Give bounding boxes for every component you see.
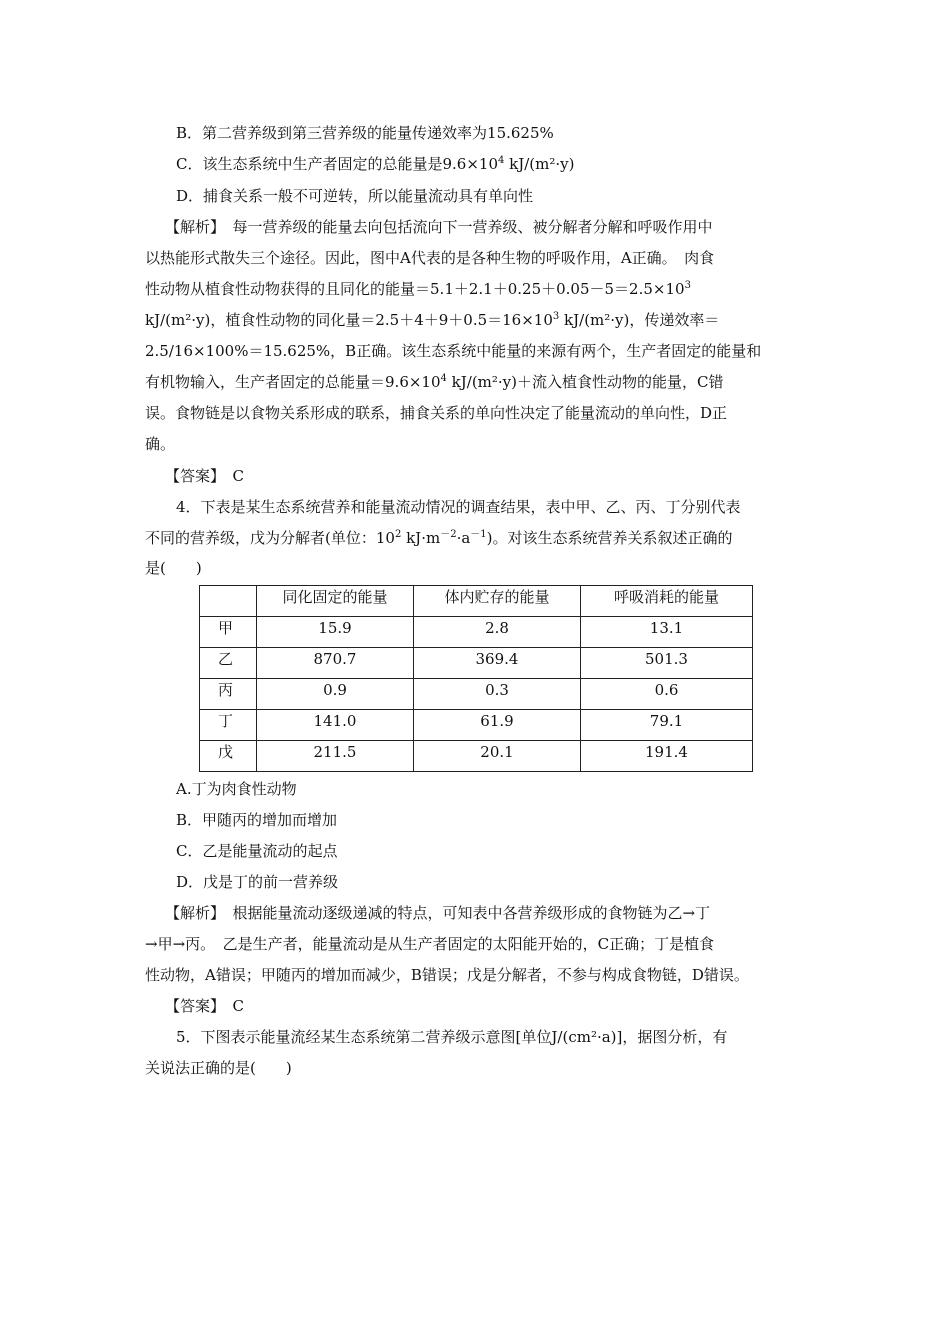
table-cell: 0.3 xyxy=(414,679,581,710)
q4-option-a: A.丁为肉食性动物 xyxy=(176,780,297,798)
table-cell: 191.4 xyxy=(581,741,753,772)
q3-option-b: B．第二营养级到第三营养级的能量传递效率为15.625% xyxy=(176,124,554,142)
table-cell: 20.1 xyxy=(414,741,581,772)
table-row-label: 丁 xyxy=(200,710,257,741)
table-cell: 0.9 xyxy=(257,679,414,710)
table-cell: 2.8 xyxy=(414,617,581,648)
table-cell: 13.1 xyxy=(581,617,753,648)
q3-answer: 【答案】 C xyxy=(165,467,244,485)
table-cell: 141.0 xyxy=(257,710,414,741)
q4-stem-line: 不同的营养级，戊为分解者(单位：$10^2$ $kJ\cdot m^{-2}\cdot a^{-1}$)。对该生态系统营养关系叙述正确的 xyxy=(145,529,733,547)
q3-analysis-line: 确。 xyxy=(145,435,176,453)
table-row-label: 乙 xyxy=(200,648,257,679)
q4-option-d: D．戊是丁的前一营养级 xyxy=(176,873,339,891)
q4-option-c: C．乙是能量流动的起点 xyxy=(176,842,338,860)
table-header-cell: 体内贮存的能量 xyxy=(414,586,581,617)
table-header-cell: 呼吸消耗的能量 xyxy=(581,586,753,617)
table-header-cell: 同化固定的能量 xyxy=(257,586,414,617)
table-cell: 501.3 xyxy=(581,648,753,679)
q3-option-d: D．捕食关系一般不可逆转，所以能量流动具有单向性 xyxy=(176,187,534,205)
q3-analysis-line: 2.5/16×100%＝15.625%，B正确。该生态系统中能量的来源有两个，生产者固定的能量和 xyxy=(145,342,762,360)
q3-option-c: C．该生态系统中生产者固定的总能量是$9.6\times 10^4$ kJ/(m²·y) xyxy=(176,155,575,173)
q3-analysis-line: 【解析】 每一营养级的能量去向包括流向下一营养级、被分解者分解和呼吸作用中 xyxy=(165,218,713,236)
table-row-label: 丙 xyxy=(200,679,257,710)
table-header-row xyxy=(200,586,753,617)
q4-option-b: B．甲随丙的增加而增加 xyxy=(176,811,338,829)
table-row xyxy=(200,648,753,679)
table-row xyxy=(200,617,753,648)
table-row xyxy=(200,710,753,741)
q3-analysis-line: 有机物输入，生产者固定的总能量$=9.6\times 10^4$ kJ/(m²·y)＋流入植食性动物的能量，C错 xyxy=(145,373,724,391)
q3-analysis-line: kJ/(m²·y)，植食性动物的同化量$=2.5+4+9+0.5=16\times 10^3$ kJ/(m²·y)，传递效率＝ xyxy=(145,311,720,329)
table-cell: 15.9 xyxy=(257,617,414,648)
table-cell: 0.6 xyxy=(581,679,753,710)
table-row-label: 甲 xyxy=(200,617,257,648)
table-cell: 61.9 xyxy=(414,710,581,741)
table-cell: 369.4 xyxy=(414,648,581,679)
q5-stem-line: 5．下图表示能量流经某生态系统第二营养级示意图[单位J/(cm²·a)]，据图分析，有 xyxy=(176,1028,728,1046)
q4-analysis-line: →甲→丙。 乙是生产者，能量流动是从生产者固定的太阳能开始的，C正确；丁是植食 xyxy=(145,935,715,953)
table-row xyxy=(200,679,753,710)
q5-stem-line: 关说法正确的是( ) xyxy=(145,1059,292,1077)
q3-analysis-line: 性动物从植食性动物获得的且同化的能量$=5.1+2.1+0.25+0.05-5=2.5\times 10^3$ xyxy=(145,280,691,298)
q3-analysis-line: 误。食物链是以食物关系形成的联系，捕食关系的单向性决定了能量流动的单向性，D正 xyxy=(145,404,728,422)
q4-stem-line: 4．下表是某生态系统营养和能量流动情况的调查结果，表中甲、乙、丙、丁分别代表 xyxy=(176,498,741,516)
table-cell: 211.5 xyxy=(257,741,414,772)
q4-analysis-line: 性动物，A错误；甲随丙的增加而减少，B错误；戊是分解者，不参与构成食物链，D错误。 xyxy=(145,966,749,984)
table-cell: 79.1 xyxy=(581,710,753,741)
q3-analysis-line: 以热能形式散失三个途径。因此，图中A代表的是各种生物的呼吸作用，A正确。 肉食 xyxy=(145,249,715,267)
table-row xyxy=(200,741,753,772)
q4-analysis-line: 【解析】 根据能量流动逐级递减的特点，可知表中各营养级形成的食物链为乙→丁 xyxy=(165,904,711,922)
q4-answer: 【答案】 C xyxy=(165,997,244,1015)
q4-stem-line: 是( ) xyxy=(145,559,202,577)
table-header-cell xyxy=(200,586,257,617)
table-row-label: 戊 xyxy=(200,741,257,772)
table-cell: 870.7 xyxy=(257,648,414,679)
energy-table xyxy=(199,585,753,772)
